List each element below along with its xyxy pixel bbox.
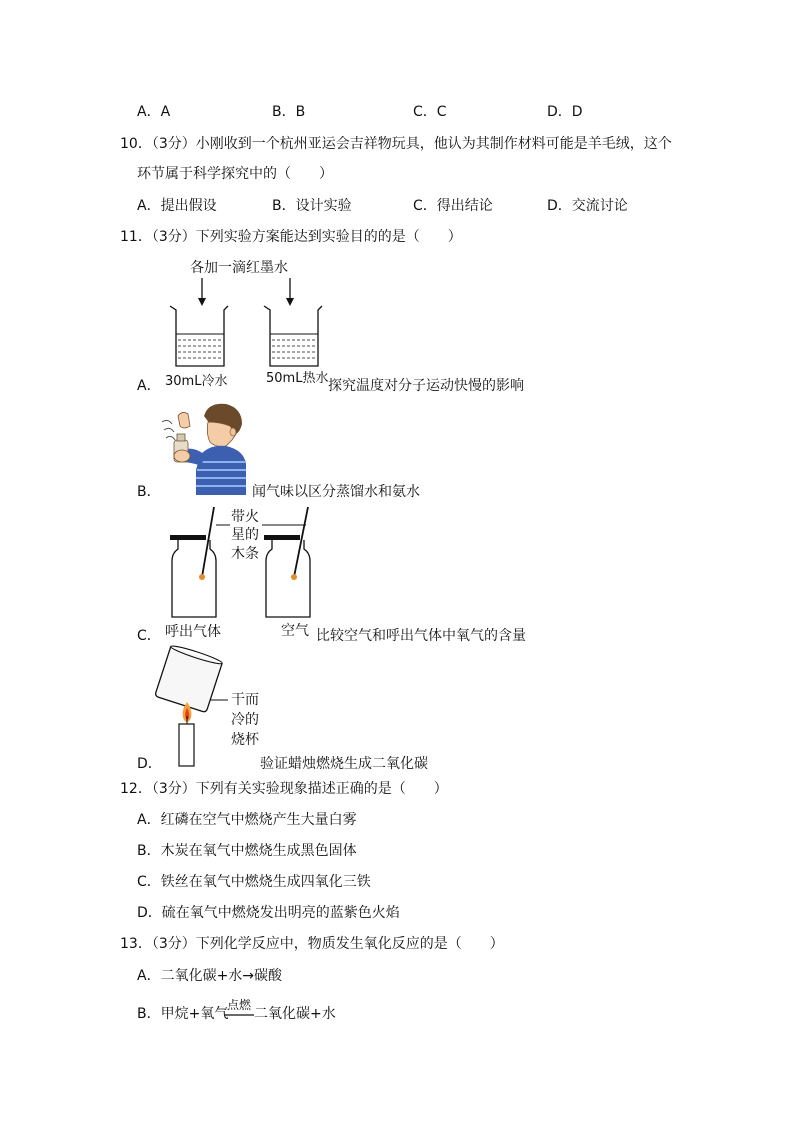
q9-option-a: A．A xyxy=(137,104,171,120)
q11c-letter: C． xyxy=(137,628,161,644)
q11d-beaker-label-1: 干而 xyxy=(231,692,259,708)
q10-option-c: C．得出结论 xyxy=(413,198,493,214)
q11d-beaker-label-3: 烧杯 xyxy=(231,732,259,748)
q13-option-b-left: B．甲烷+氧气 xyxy=(137,1006,229,1022)
q11c-left-label: 呼出气体 xyxy=(165,624,221,640)
q11c-stick-label-2: 星的 xyxy=(231,527,259,543)
q11a-left-label: 30mL冷水 xyxy=(165,374,228,389)
q11d-letter: D． xyxy=(137,756,162,772)
q12-option-a: A．红磷在空气中燃烧产生大量白雾 xyxy=(137,812,357,828)
q11c-stick-label-1: 带火 xyxy=(231,509,259,525)
q9-option-d: D．D xyxy=(547,104,583,120)
q11c-stick-label-3: 木条 xyxy=(231,546,259,562)
q11a-letter: A． xyxy=(137,378,161,394)
smelling-person-illustration xyxy=(160,400,250,495)
q11d-beaker-label-2: 冷的 xyxy=(231,712,259,728)
q10-stem-line2: 环节属于科学探究中的（ ） xyxy=(137,166,333,182)
q9-option-c: C．C xyxy=(413,104,447,120)
q12-option-b: B．木炭在氧气中燃烧生成黑色固体 xyxy=(137,843,357,859)
q11a-desc: 探究温度对分子运动快慢的影响 xyxy=(328,378,524,394)
q11c-desc: 比较空气和呼出气体中氧气的含量 xyxy=(316,628,526,644)
q9-option-b: B．B xyxy=(272,104,306,120)
q10-option-b: B．设计实验 xyxy=(272,198,352,214)
reaction-arrow xyxy=(224,1012,254,1018)
q13-stem: 13．（3分）下列化学反应中，物质发生氧化反应的是（ ） xyxy=(120,936,504,952)
q11c-right-label: 空气 xyxy=(281,623,309,639)
q12-stem: 12．（3分）下列有关实验现象描述正确的是（ ） xyxy=(120,781,448,797)
q13-option-a: A．二氧化碳+水→碳酸 xyxy=(137,968,283,984)
q10-stem-line1: 10．（3分）小刚收到一个杭州亚运会吉祥物玩具，他认为其制作材料可能是羊毛绒，这个 xyxy=(120,136,672,152)
q11b-letter: B． xyxy=(137,484,161,500)
q10-option-a: A．提出假设 xyxy=(137,198,217,214)
q12-option-d: D．硫在氧气中燃烧发出明亮的蓝紫色火焰 xyxy=(137,905,400,921)
q11d-desc: 验证蜡烛燃烧生成二氧化碳 xyxy=(260,756,428,772)
q11a-right-label: 50mL热水 xyxy=(266,371,329,386)
q11b-desc: 闻气味以区分蒸馏水和氨水 xyxy=(252,484,420,500)
beaker-diagram-a xyxy=(160,276,330,371)
q13-reaction-condition: 点燃 xyxy=(227,998,252,1012)
q11-stem: 11．（3分）下列实验方案能达到实验目的的是（ ） xyxy=(120,229,462,245)
q12-option-c: C．铁丝在氧气中燃烧生成四氧化三铁 xyxy=(137,874,371,890)
candle-beaker-diagram xyxy=(150,648,240,768)
q10-option-d: D．交流讨论 xyxy=(547,198,628,214)
q11a-top-label: 各加一滴红墨水 xyxy=(190,260,288,276)
q13-option-b-right: 二氧化碳+水 xyxy=(254,1006,336,1022)
